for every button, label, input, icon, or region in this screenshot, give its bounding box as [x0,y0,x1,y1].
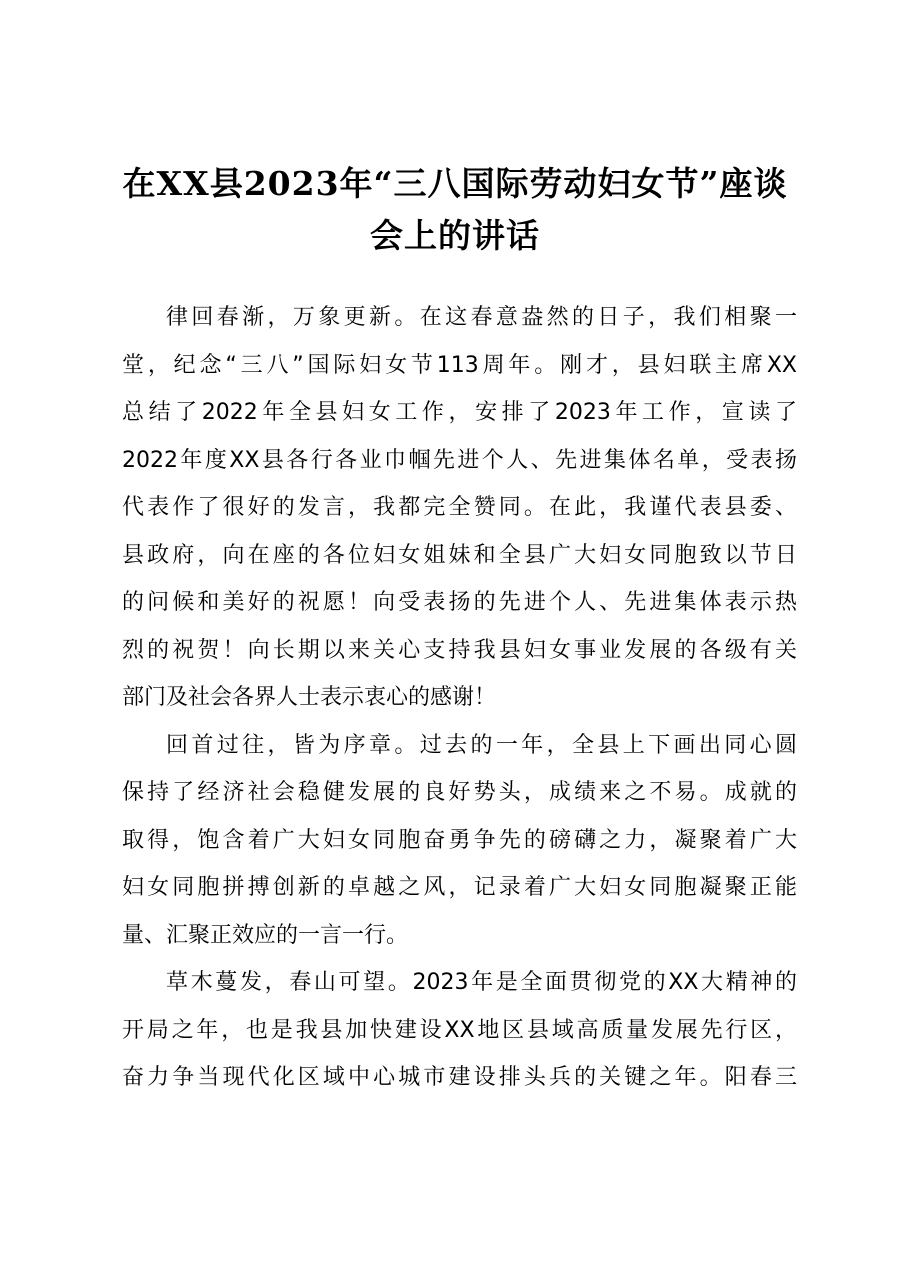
paragraph-line: 堂，纪念“三八”国际妇女节113周年。刚才，县妇联主席XX [122,352,797,378]
paragraph-line: 妇女同胞拼搏创新的卓越之风，记录着广大妇女同胞凝聚正能 [122,875,797,900]
paragraph-3 [122,959,797,1102]
paragraph-line: 量、汇聚正效应的一言一行。 [122,922,409,948]
paragraph-2 [122,722,797,960]
title-line-1: 在XX县2023年“三八国际劳动妇女节”座谈 [122,164,788,203]
paragraph-line: 律回春渐，万象更新。在这春意盎然的日子，我们相聚一 [166,305,797,330]
paragraph-line: 县政府，向在座的各位妇女姐妹和全县广大妇女同胞致以节日 [122,542,797,568]
paragraph-line: 保持了经济社会稳健发展的良好势头，成绩来之不易。成就的 [122,780,797,805]
document-title [110,158,800,262]
title-line-2: 会上的讲话 [370,216,540,255]
paragraph-1 [122,294,797,722]
paragraph-line: 烈的祝贺！向长期以来关心支持我县妇女事业发展的各级有关 [122,637,797,663]
paragraph-line: 奋力争当现代化区域中心城市建设排头兵的关键之年。阳春三 [122,1065,797,1090]
paragraph-line: 的问候和美好的祝愿！向受表扬的先进个人、先进集体表示热 [122,590,797,615]
paragraph-line: 草木蔓发，春山可望。2023年是全面贯彻党的XX大精神的 [166,970,797,995]
paragraph-line: 取得，饱含着广大妇女同胞奋勇争先的磅礴之力，凝聚着广大 [122,827,797,853]
paragraph-line: 开局之年，也是我县加快建设XX地区县域高质量发展先行区， [122,1017,797,1043]
paragraph-line: 部门及社会各界人士表示衷心的感谢！ [122,685,497,710]
paragraph-line: 2022年度XX县各行各业巾帼先进个人、先进集体名单，受表扬 [122,447,797,473]
document-body [122,294,797,1102]
paragraph-line: 总结了2022年全县妇女工作，安排了2023年工作，宣读了 [122,400,797,425]
paragraph-line: 代表作了很好的发言，我都完全赞同。在此，我谨代表县委、 [122,495,797,520]
paragraph-line: 回首过往，皆为序章。过去的一年，全县上下画出同心圆 [166,732,797,758]
